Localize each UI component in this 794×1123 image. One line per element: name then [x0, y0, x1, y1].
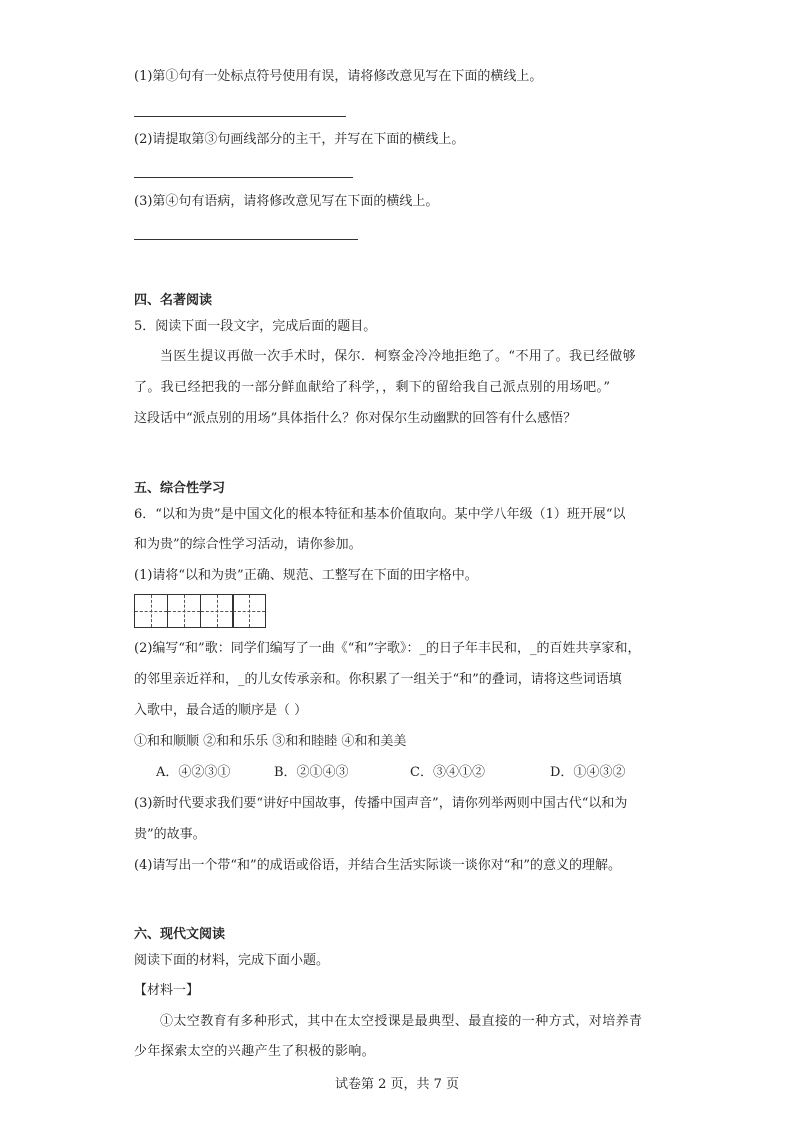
q6-word-list: ①和和顺顺 ②和和乐乐 ③和和睦睦 ④和和美美 — [134, 734, 407, 749]
q4-sub3: (3)第④句有语病，请将修改意见写在下面的横线上。 — [134, 194, 439, 209]
section-heading-6: 六、现代文阅读 — [134, 927, 226, 942]
answer-line-2[interactable] — [134, 177, 353, 178]
q6-line-2: 和为贵”的综合性学习活动，请你参加。 — [134, 537, 362, 552]
section-heading-5: 五、综合性学习 — [134, 481, 226, 496]
passage-line-1: 当医生提议再做一次手术时，保尔．柯察金冷冷地拒绝了。“不用了。我已经做够 — [160, 349, 637, 364]
q5-question: 这段话中“派点别的用场”具体指什么？你对保尔生动幽默的回答有什么感悟？ — [134, 411, 577, 426]
q6-sub2-line-3: 入歌中，最合适的顺序是（ ） — [134, 703, 308, 718]
material-para-line-1: ①太空教育有多种形式，其中在太空授课是最典型、最直接的一种方式，对培养青 — [160, 1014, 643, 1029]
q5-intro: 5．阅读下面一段文字，完成后面的题目。 — [134, 319, 377, 334]
page-footer: 试卷第 2 页，共 7 页 — [334, 1077, 460, 1092]
section-heading-4: 四、名著阅读 — [134, 293, 213, 308]
grid-cell[interactable] — [232, 594, 266, 628]
answer-line-1[interactable] — [134, 116, 346, 117]
q6-sub2-line-2: 的邻里亲近祥和，_的儿女传承亲和。你积累了一组关于“和”的叠词，请将这些词语填 — [134, 672, 622, 687]
q6-line-1: 6．“以和为贵”是中国文化的根本特征和基本价值取向。某中学八年级（1）班开展“以 — [134, 507, 626, 522]
passage-line-2: 了。我已经把我的一部分鲜血献给了科学，，剩下的留给我自己派点别的用场吧。” — [134, 380, 611, 395]
q6-sub4: (4)请写出一个带“和”的成语或俗语，并结合生活实际谈一谈你对“和”的意义的理解。 — [134, 858, 621, 873]
option-b[interactable]: B．②①④③ — [274, 765, 349, 780]
tianzige-grid[interactable] — [134, 594, 265, 628]
option-c[interactable]: C．③④①② — [410, 765, 485, 780]
q4-sub1: (1)第①句有一处标点符号使用有误，请将修改意见写在下面的横线上。 — [134, 69, 543, 84]
q6-sub2-line-1: (2)编写“和”歌：同学们编写了一曲《“和”字歌》：_的日子年丰民和，_的百姓共享家和， — [134, 641, 641, 656]
q6-sub1: (1)请将“以和为贵”正确、规范、工整写在下面的田字格中。 — [134, 568, 478, 583]
section6-intro: 阅读下面的材料，完成下面小题。 — [134, 953, 330, 968]
grid-cell[interactable] — [134, 594, 168, 628]
grid-cell[interactable] — [167, 594, 201, 628]
q4-sub2: (2)请提取第③句画线部分的主干，并写在下面的横线上。 — [134, 132, 465, 147]
option-a[interactable]: A．④②③① — [156, 765, 231, 780]
q6-sub3-line-1: (3)新时代要求我们要“讲好中国故事，传播中国声音”，请你列举两则中国古代“以和为 — [134, 796, 628, 811]
q6-sub3-line-2: 贵”的故事。 — [134, 827, 206, 842]
material-para-line-2: 少年探索太空的兴趣产生了积极的影响。 — [134, 1044, 376, 1059]
grid-cell[interactable] — [200, 594, 234, 628]
option-d[interactable]: D．①④③② — [550, 765, 626, 780]
material-label: 【材料一】 — [134, 983, 200, 998]
answer-line-3[interactable] — [134, 239, 358, 240]
